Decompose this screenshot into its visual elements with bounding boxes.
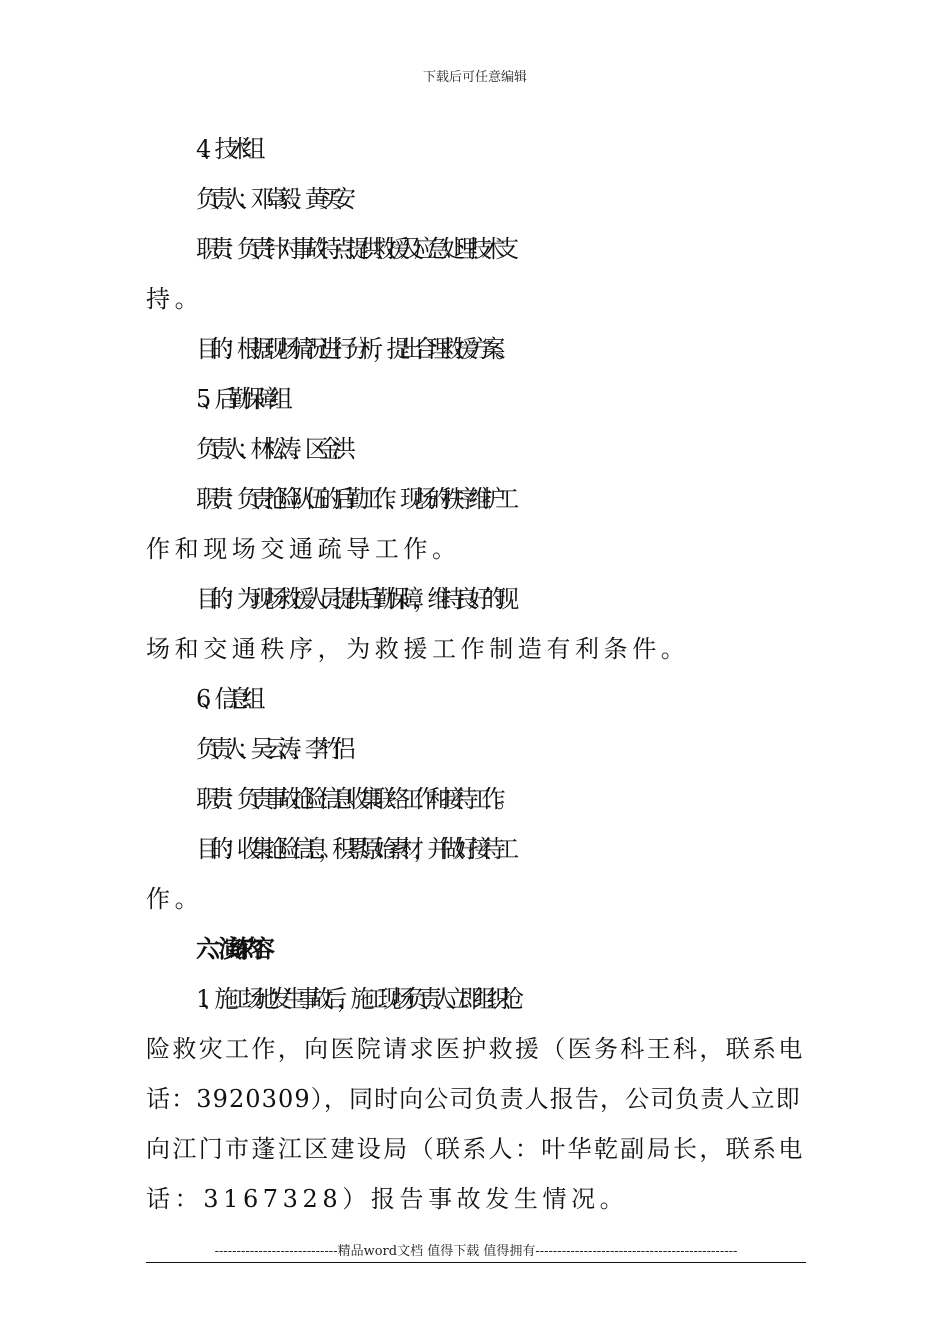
section-heading-tech-group: 4、技术组 — [196, 135, 256, 163]
logistics-group-duty-line2: 作和现场交通疏导工作。 — [146, 535, 461, 563]
logistics-group-purpose-line1: 目的：为现场救援人员提供后勤保障，维持良好的现 — [196, 585, 509, 613]
tech-group-duty-line1: 职责：负责针对事故特点提供救援及应急处理技术支 — [196, 235, 509, 263]
info-group-purpose-line2: 作。 — [146, 885, 204, 913]
tech-group-leaders: 负责人：邓卓毅、黄买安 — [196, 185, 346, 213]
info-group-purpose-line1: 目的：收集抢险信息，积累原始素材，并做好接待工 — [196, 835, 509, 863]
logistics-group-duty-line1: 职责：负责抢险队伍的后勤工作、现场的秩序维护工 — [196, 485, 509, 513]
section-heading-info-group: 6、信息组 — [196, 685, 256, 713]
drill-content-line4: 向江门市蓬江区建设局（联系人：叶华乾副局长，联系电 — [146, 1135, 805, 1163]
section-heading-logistics-group: 5、后勤保障组 — [196, 385, 283, 413]
tech-group-purpose: 目的：根据现场情况进行分析，提出合理救援方案。 — [196, 335, 509, 363]
section-heading-drill-content: 六、演练内容 — [196, 935, 262, 963]
info-group-leaders: 负责人：吴云涛、李竹侣 — [196, 735, 346, 763]
footer-divider — [146, 1262, 806, 1263]
page-header: 下载后可任意编辑 — [422, 70, 527, 85]
drill-content-line1: 1、施工场地发生事故后，施工现场负责人立即组织抢 — [196, 985, 514, 1013]
logistics-group-leaders: 负责人：林松涛、区金洪 — [196, 435, 346, 463]
page-footer: ----------------------------精品word文档 值得下载 值得拥有---------------------------------------------- — [214, 1244, 738, 1259]
info-group-duty: 职责：负责事故抢险信息收集联络工作和接待工作。 — [196, 785, 509, 813]
tech-group-duty-line2: 持。 — [146, 285, 204, 313]
logistics-group-purpose-line2: 场和交通秩序，为救援工作制造有利条件。 — [146, 635, 690, 663]
drill-content-line2: 险救灾工作，向医院请求医护救援（医务科王科，联系电 — [146, 1035, 805, 1063]
drill-content-line3: 话：3920309），同时向公司负责人报告，公司负责人立即 — [146, 1085, 801, 1113]
drill-content-line5: 话：3167328）报告事故发生情况。 — [146, 1185, 629, 1213]
